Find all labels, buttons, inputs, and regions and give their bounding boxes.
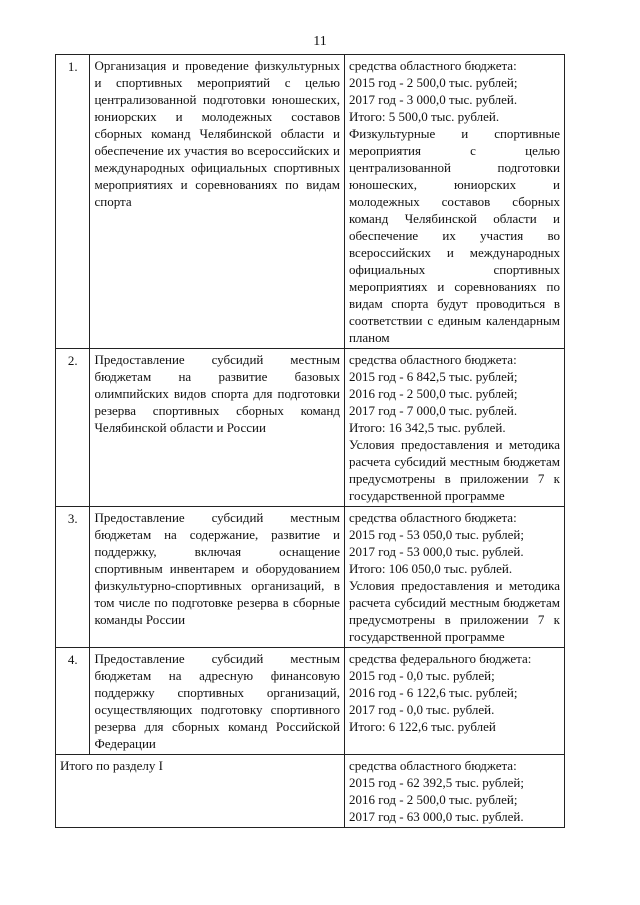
funding-total: Итого: 6 122,6 тыс. рублей (348, 719, 496, 734)
funding-cell (344, 648, 564, 755)
funding-note: Условия предоставления и методика расчета субсидий местным бюджетам предусмотрены в приложении 7 к государственной программе (348, 578, 560, 644)
page-number: 11 (313, 34, 327, 49)
total-row (56, 755, 565, 828)
funding-line: 2017 год - 3 000,0 тыс. рублей. (348, 92, 518, 107)
funding-cell (344, 507, 564, 648)
funding-total: Итого: 5 500,0 тыс. рублей. (348, 109, 500, 124)
funding-line: 2015 год - 2 500,0 тыс. рублей; (348, 75, 518, 90)
funding-source: средства федерального бюджета: (348, 651, 532, 666)
funding-line: 2016 год - 6 122,6 тыс. рублей; (348, 685, 518, 700)
funding-cell (344, 55, 564, 349)
funding-total: Итого: 16 342,5 тыс. рублей. (348, 420, 506, 435)
measure-description: Предоставление субсидий местным бюджетам на развитие базовых олимпийских видов спорта для подготовки резерва спортивных сборных команд Челябинской области и России (90, 349, 345, 507)
row-number: 4. (56, 648, 90, 755)
measure-description: Предоставление субсидий местным бюджетам на адресную финансовую поддержку спортивных организаций, осуществляющих подготовку спортивного резерва для сборных команд Российской Федерации (90, 648, 345, 755)
row-number: 1. (56, 55, 90, 349)
funding-line: 2017 год - 63 000,0 тыс. рублей. (348, 809, 524, 824)
funding-cell (344, 755, 564, 828)
table-row (56, 55, 565, 349)
measure-description: Предоставление субсидий местным бюджетам на содержание, развитие и поддержку, включая оснащение спортивным инвентарем и оборудованием физкультурно-спортивных организаций, в том числе по подготовке резерва в сборные команды России (90, 507, 345, 648)
funding-line: 2017 год - 53 000,0 тыс. рублей. (348, 544, 524, 559)
funding-line: 2017 год - 7 000,0 тыс. рублей. (348, 403, 518, 418)
funding-line: 2017 год - 0,0 тыс. рублей. (348, 702, 495, 717)
funding-line: 2016 год - 2 500,0 тыс. рублей; (348, 792, 518, 807)
measure-description: Организация и проведение физкультурных и спортивных мероприятий с целью централизованной подготовки юношеских, юниорских и молодежных составов сборных команд Челябинской области и обеспечение их участия во всероссийских и международных официальных спортивных мероприятиях и соревнованиях по видам спорта (90, 55, 345, 349)
program-measures-table (55, 54, 565, 828)
funding-line: 2015 год - 62 392,5 тыс. рублей; (348, 775, 525, 790)
funding-line: 2016 год - 2 500,0 тыс. рублей; (348, 386, 518, 401)
funding-source: средства областного бюджета: (348, 58, 517, 73)
funding-source: средства областного бюджета: (348, 510, 517, 525)
funding-source: средства областного бюджета: (348, 352, 517, 367)
funding-line: 2015 год - 6 842,5 тыс. рублей; (348, 369, 518, 384)
row-number: 3. (56, 507, 90, 648)
funding-source: средства областного бюджета: (348, 758, 517, 773)
funding-cell (344, 349, 564, 507)
funding-line: 2015 год - 0,0 тыс. рублей; (348, 668, 495, 683)
row-number: 2. (56, 349, 90, 507)
table-row (56, 349, 565, 507)
funding-note: Условия предоставления и методика расчета субсидий местным бюджетам предусмотрены в приложении 7 к государственной программе (348, 437, 560, 503)
table-row (56, 648, 565, 755)
funding-total: Итого: 106 050,0 тыс. рублей. (348, 561, 513, 576)
section-total-label: Итого по разделу I (56, 755, 345, 828)
table-row (56, 507, 565, 648)
funding-note: Физкультурные и спортивные мероприятия с целью централизованной подготовки юношеских, юниорских и молодежных составов сборных команд Челябинской области и обеспечение их участия во всероссийских и международных официальных спортивных мероприятиях и соревнованиях по видам спорта будут проводиться в соответствии с единым календарным планом (348, 126, 560, 345)
funding-line: 2015 год - 53 050,0 тыс. рублей; (348, 527, 525, 542)
